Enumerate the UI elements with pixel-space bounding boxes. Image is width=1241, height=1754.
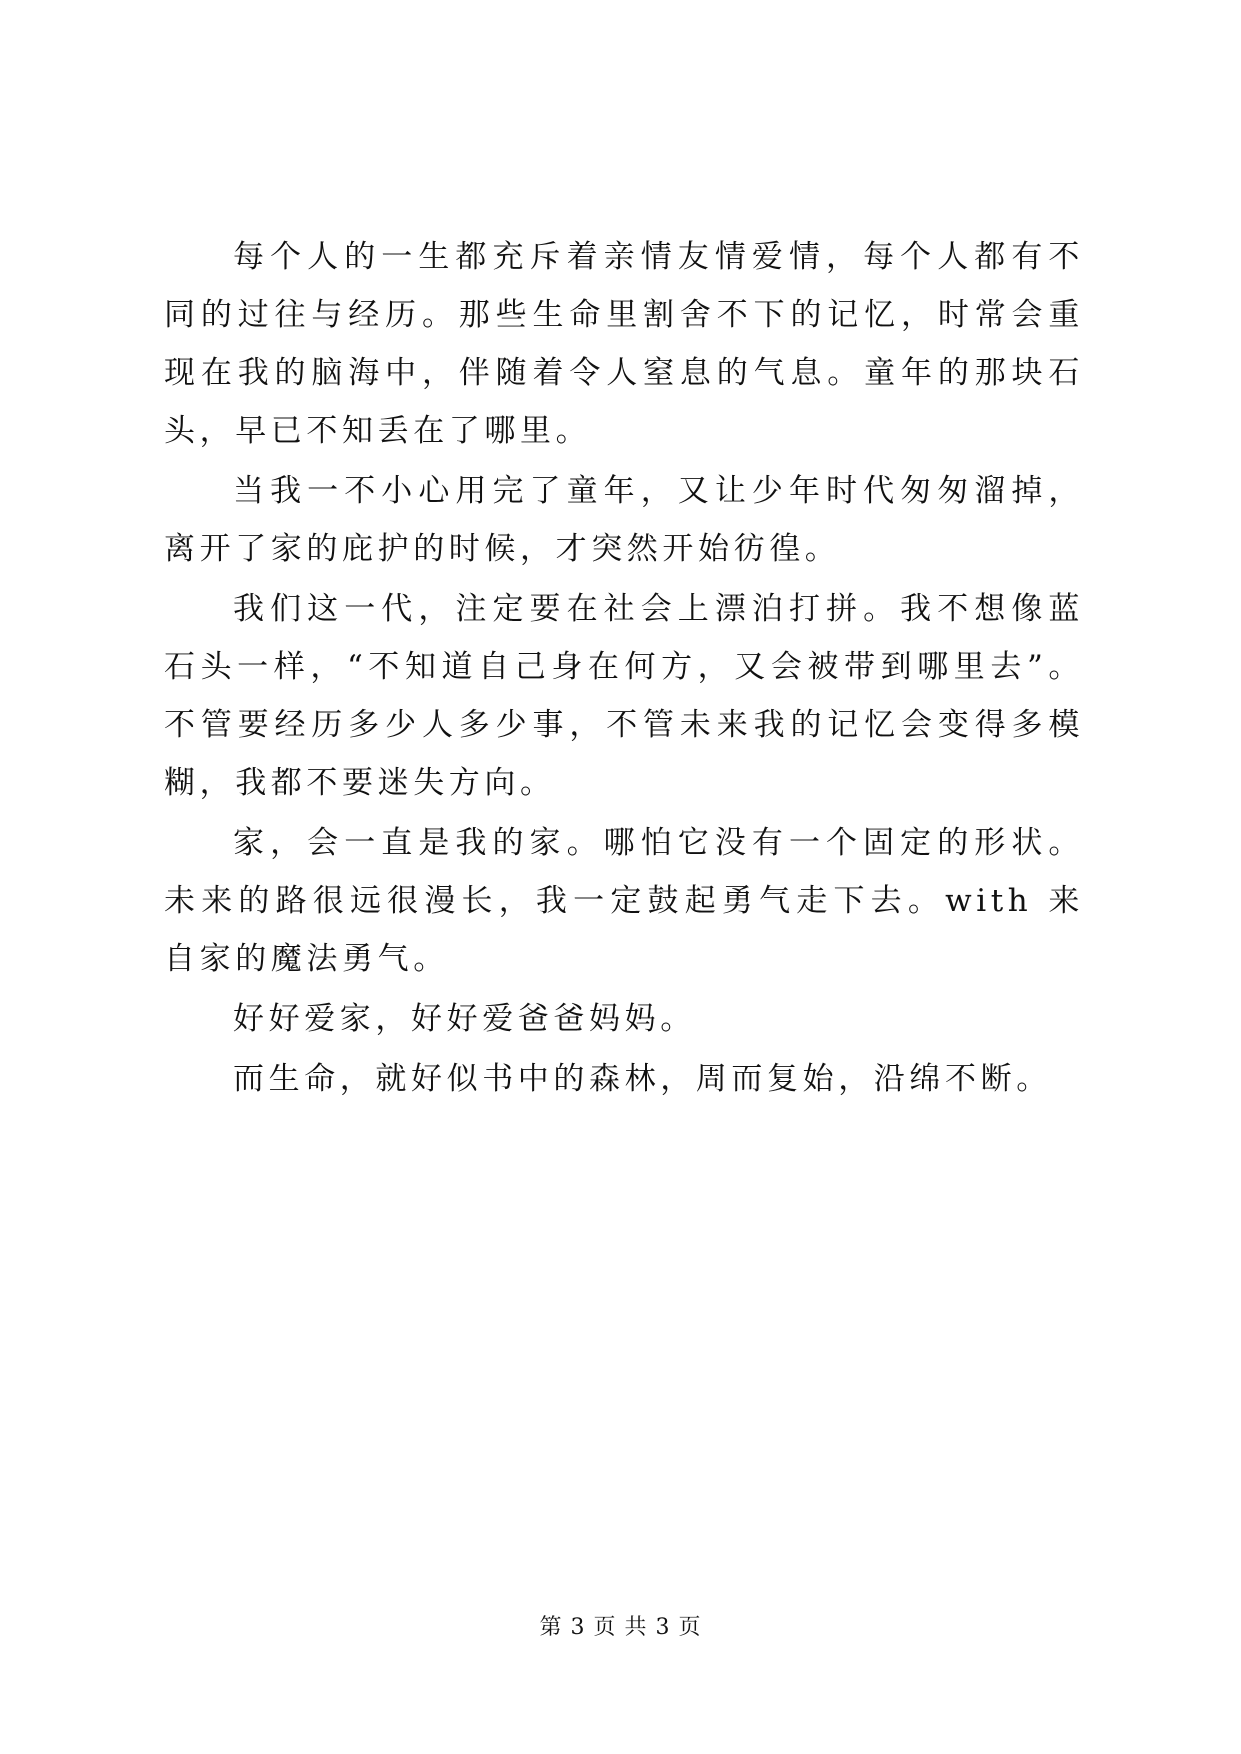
paragraph-6: 而生命，就好似书中的森林，周而复始，沿绵不断。 <box>233 1061 1052 1097</box>
page-number-footer: 第 3 页 共 3 页 <box>539 1615 702 1640</box>
paragraph-5: 好好爱家，好好爱爸爸妈妈。 <box>233 1001 696 1037</box>
paragraph-1: 每个人的一生都充斥着亲情友情爱情，每个人都有不同的过往与经历。那些生命里割舍不下的记忆，时常会重现在我的脑海中，伴随着令人窒息的气息。童年的那块石头，早已不知丢在了哪里。 <box>164 239 1084 449</box>
paragraph-3: 我们这一代，注定要在社会上漂泊打拼。我不想像蓝石头一样，“不知道自己身在何方，又会被带到哪里去”。不管要经历多少人多少事，不管未来我的记忆会变得多模糊，我都不要迷失方向。 <box>164 591 1084 801</box>
document-body <box>164 228 1084 1110</box>
paragraph-4: 家，会一直是我的家。哪怕它没有一个固定的形状。未来的路很远很漫长，我一定鼓起勇气走下去。with 来自家的魔法勇气。 <box>164 825 1084 977</box>
paragraph-2: 当我一不小心用完了童年，又让少年时代匆匆溜掉，离开了家的庇护的时候，才突然开始彷徨。 <box>164 473 1084 567</box>
